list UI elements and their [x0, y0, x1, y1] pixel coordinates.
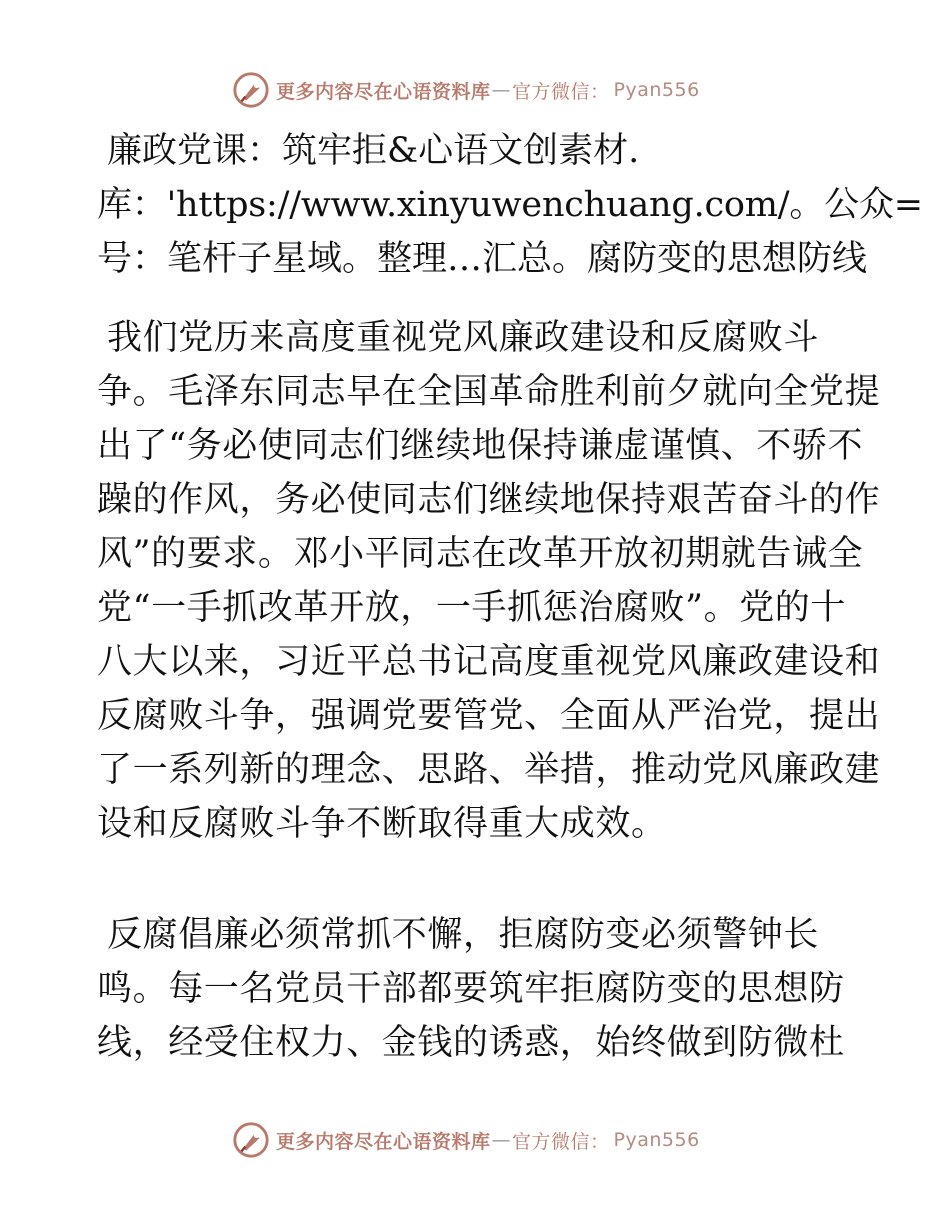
title-paragraph: [97, 124, 923, 286]
banner-separator: —: [491, 79, 512, 101]
banner-wechat-label: 官方微信：: [512, 80, 610, 103]
banner-wechat-id: Pyan556: [613, 79, 700, 101]
banner-main-text: 更多内容尽在心语资料库: [276, 1130, 491, 1153]
text-line: 风”的要求。邓小平同志在改革开放初期就告诫全: [97, 534, 864, 574]
text-line: 廉政党课：筑牢拒&心语文创素材.: [107, 131, 640, 171]
body-paragraph: [97, 311, 881, 851]
footer-banner: [232, 1120, 700, 1160]
text-line: 了一系列新的理念、思路、举措，推动党风廉政建: [97, 750, 881, 790]
text-line: 反腐倡廉必须常抓不懈，拒腐防变必须警钟长: [107, 915, 820, 955]
text-line: 设和反腐败斗争不断取得重大成效。: [97, 804, 667, 844]
text-line: 党“一手抓改革开放，一手抓惩治腐败”。党的十: [97, 588, 846, 628]
text-line: 争。毛泽东同志早在全国革命胜利前夕就向全党提: [97, 372, 881, 412]
text-line: 八大以来，习近平总书记高度重视党风廉政建设和: [97, 642, 881, 682]
banner-main-text: 更多内容尽在心语资料库: [276, 80, 491, 103]
text-line: 线，经受住权力、金钱的诱惑，始终做到防微杜: [97, 1023, 845, 1063]
banner-separator: —: [491, 1129, 512, 1151]
pen-nib-circle-icon: [232, 1121, 270, 1159]
body-paragraph: [97, 908, 857, 1070]
text-line: 躁的作风，务必使同志们继续地保持艰苦奋斗的作: [97, 480, 881, 520]
text-line: 反腐败斗争，强调党要管党、全面从严治党，提出: [97, 696, 881, 736]
pen-nib-circle-icon: [232, 71, 270, 109]
text-line: 出了“务必使同志们继续地保持谦虚谨慎、不骄不: [97, 426, 864, 466]
text-line: 号：笔杆子星域。整理…汇总。腐防变的思想防线: [97, 239, 868, 279]
text-line: 我们党历来高度重视党风廉政建设和反腐败斗: [107, 318, 820, 358]
text-line: 鸣。每一名党员干部都要筑牢拒腐防变的思想防: [97, 969, 845, 1009]
text-line: 库：'https://www.xinyuwenchuang.com/。公众=: [97, 185, 923, 225]
banner-wechat-id: Pyan556: [613, 1129, 700, 1151]
header-banner: [232, 70, 700, 110]
banner-wechat-label: 官方微信：: [512, 1130, 610, 1153]
